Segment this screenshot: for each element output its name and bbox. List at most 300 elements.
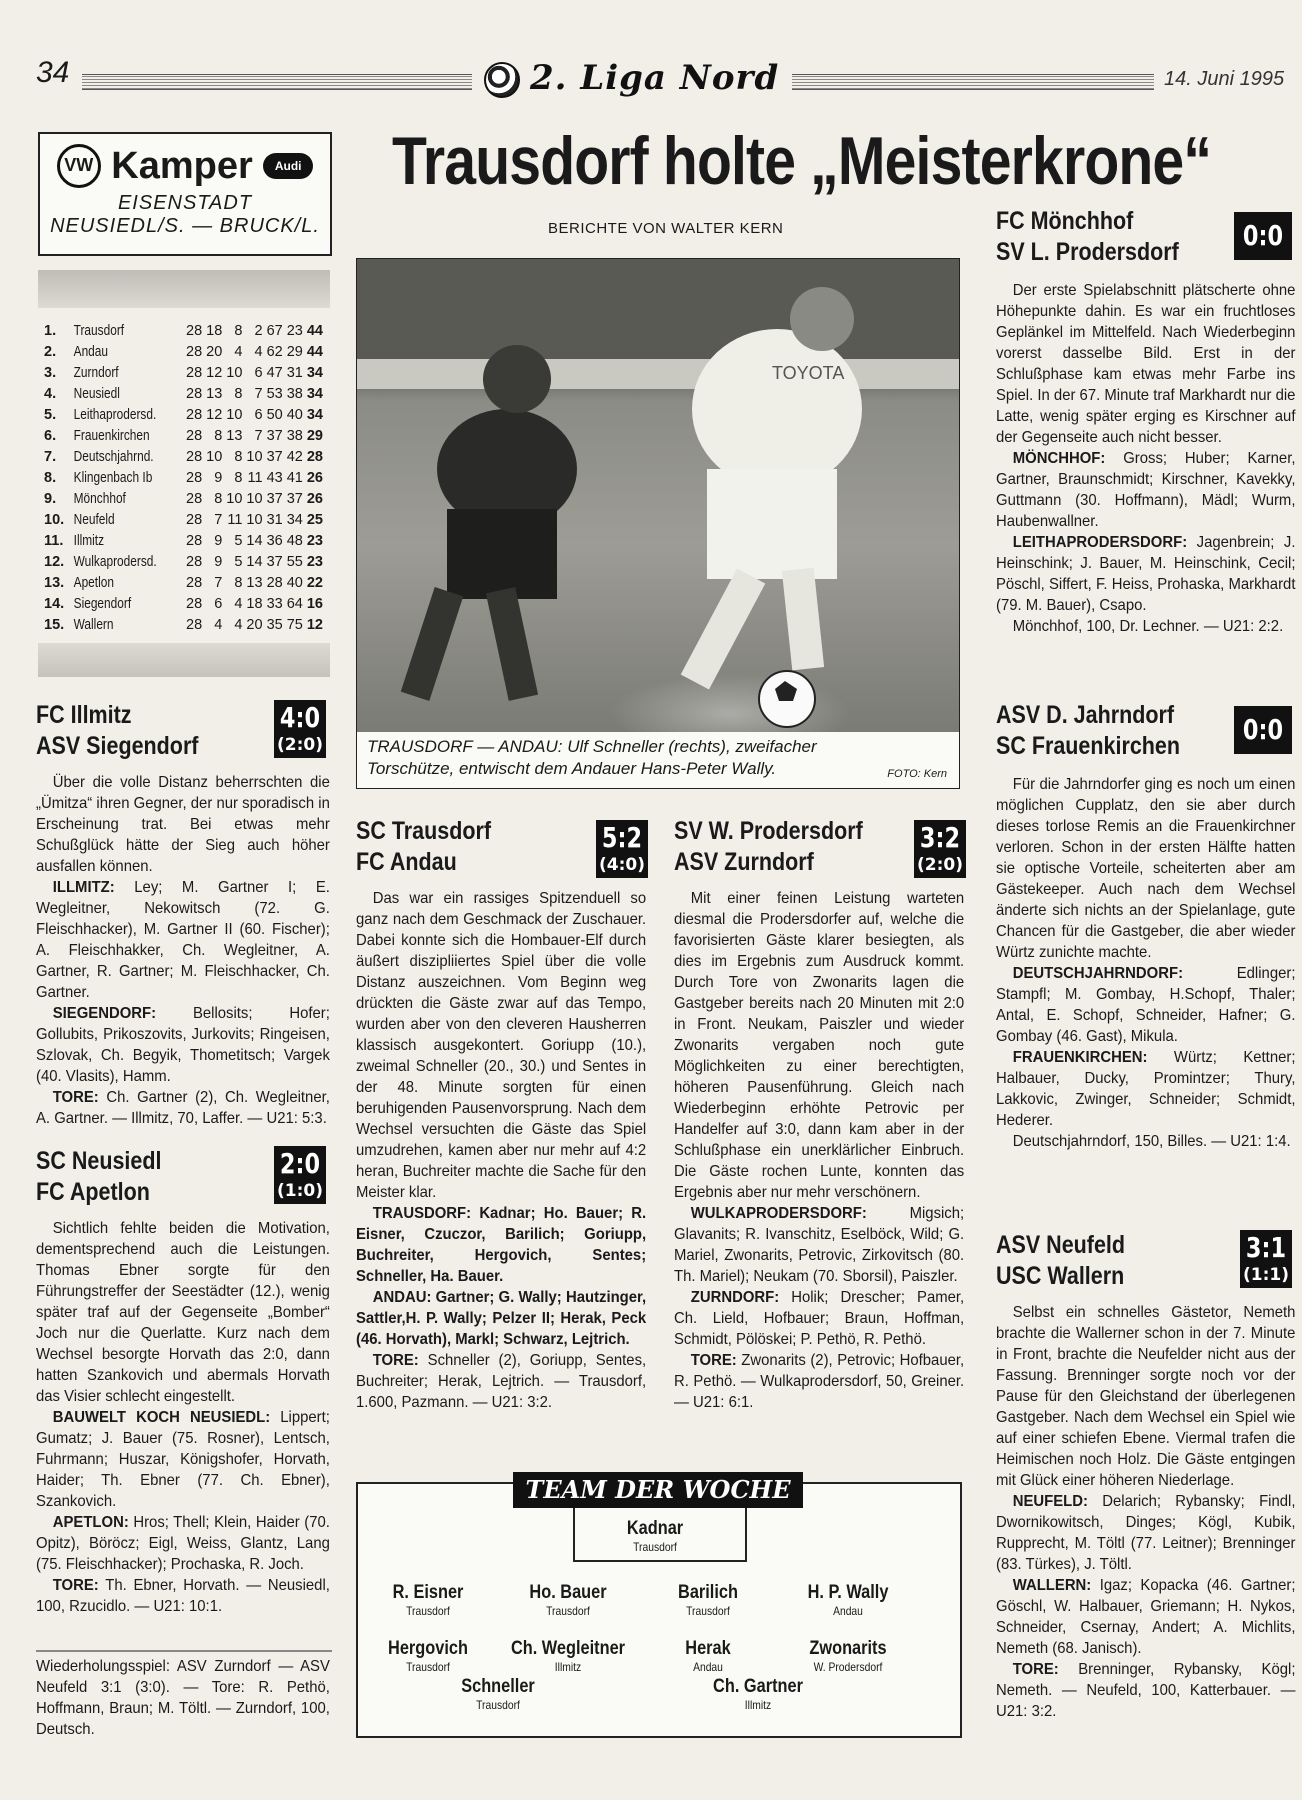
final-score: 0:0 [1242,713,1284,746]
standings-w: 9 [214,553,223,570]
match-report [36,1218,330,1617]
standings-ga: 40 [286,574,303,591]
replay-note-box [36,1650,332,1740]
lineup-text: Ley; M. Gartner I; E. Wegleitner, Nekowitsch (72. G. Fleischhacker), M. Gartner II (60. Fischer); A. Fleischhakker, Ch. Wegleitner, A. Gartner, R. Gartner; M. Fleischhacker, Ch. Gartner. [36,879,330,1001]
audi-logo-icon: Audi [263,153,313,179]
standings-pts: 34 [306,364,323,381]
player-name: H. P. Wally [807,1582,889,1603]
standings-l: 10 [246,448,263,465]
player-club: Illmitz [554,1660,582,1674]
lineup-label: FRAUENKIRCHEN: [1012,1049,1148,1066]
lineup-text: Igaz; Kopacka (46. Gartner; Göschl, W. Halbauer, Griemann; H. Nykos, Schneider, Csernay, Andert; A. Michlits, Nemeth (68. Janisch). [996,1577,1296,1657]
standings-ga: 48 [286,532,303,549]
home-team: SV W. Prodersdorf [674,817,863,845]
lineup-label: WULKAPRODERSDORF: [690,1205,867,1222]
standings-row [42,593,325,614]
match-report [996,774,1295,1152]
standings-rank: 11. [44,532,64,549]
standings-row [42,530,325,551]
player-club: Trausdorf [476,1698,520,1712]
player-club: Trausdorf [406,1660,450,1674]
standings-header-bar [38,270,330,308]
standings-gf: 62 [266,343,283,360]
standings-ga: 38 [286,427,303,444]
lineup-label: BAUWELT KOCH NEUSIEDL: [52,1409,271,1426]
score-badge [1234,706,1292,754]
standings-pts: 34 [306,406,323,423]
match-report [674,888,964,1413]
halftime-score: (1:1) [1243,1265,1289,1285]
standings-l: 13 [246,574,263,591]
halftime-score: (2:0) [917,855,963,875]
lineup-text: Edlinger; Stampfl; M. Gombay, H.Schopf, Thaler; Antal, E. Schopf, Schneider, Hafner; G. Gombay (46. Gast), Mikula. [996,965,1296,1045]
player-name: Ch. Wegleitner [510,1638,626,1659]
player-club: Trausdorf [686,1604,730,1618]
standings-rank: 9. [44,490,57,507]
lineup-label: APETLON: [52,1514,129,1531]
standings-d: 4 [234,343,243,360]
standings-pts: 29 [306,427,323,444]
score-badge [274,1146,326,1204]
standings-row [42,362,325,383]
lineup-label: ZURNDORF: [690,1289,780,1306]
player-name: Barilich [678,1582,738,1603]
team-player [638,1582,778,1618]
standings-gp: 28 [186,553,203,570]
standings-team: Klingenbach Ib [73,469,153,486]
away-team: SV L. Prodersdorf [996,238,1179,266]
standings-d: 8 [234,448,243,465]
standings-pts: 23 [306,532,323,549]
home-team: SC Trausdorf [356,817,492,845]
photo-credit: FOTO: Kern [887,768,947,780]
headline: Trausdorf holte „Meisterkrone“ [392,123,1212,199]
lineup-text: Gartner; G. Wally; Hautzinger, Sattler,H. P. Wally; Pelzer II; Herak, Peck (46. Horvath), Markl; Schwarz, Lejtrich. [356,1289,647,1348]
player-name: Ch. Gartner [713,1676,803,1697]
player-name: Kadnar [626,1518,684,1539]
standings-rank: 12. [44,553,65,570]
match-report [996,280,1295,637]
standings-l: 14 [246,553,263,570]
player-name: Ho. Bauer [529,1582,607,1603]
player-club: Andau [693,1660,723,1674]
standings-team: Neufeld [73,511,115,528]
standings-gf: 28 [266,574,283,591]
report-text: Für die Jahrndorfer ging es noch um einen möglichen Cupplatz, den sie aber durch dieses torlose Remis an die Frauenkirchner verloren. Schon in der ersten Hälfte hatten sie optische Vorteile, scheiterten aber am Gästekeeper. Auch nach dem Wechsel änderte sich nichts an der Spielanlage, gute Chancen für die Gastgeber, die aber wieder Würtz zunichte machte. [996,776,1296,961]
standings-team: Andau [73,343,109,360]
standings-gp: 28 [186,427,203,444]
standings-ga: 29 [286,343,303,360]
goals-text: Brenninger, Rybansky, Kögl; Nemeth. — Neufeld, 100, Katterbauer. — U21: 3:2. [996,1661,1296,1720]
match-report [996,1302,1295,1722]
standings-d: 8 [234,574,243,591]
team-player [778,1582,918,1618]
standings-rank: 3. [44,364,57,381]
standings-row [42,425,325,446]
standings-d: 4 [234,616,243,633]
team-of-week-title: TEAM DER WOCHE [513,1472,803,1508]
lineup-text: Würtz; Kettner; Halbauer, Ducky, Promintzer; Thury, Lakkovic, Zwinger, Schneider; Schmidt, Hederer. [996,1049,1296,1129]
standings-ga: 38 [286,385,303,402]
away-team: USC Wallern [996,1262,1125,1290]
standings-w: 20 [206,343,223,360]
standings-l: 20 [246,616,263,633]
lineup-label: LEITHAPRODERSDORF: [1012,534,1188,551]
standings-ga: 34 [286,511,303,528]
home-team: ASV Neufeld [996,1231,1126,1259]
standings-ga: 31 [286,364,303,381]
standings-team: Mönchhof [73,490,126,507]
standings-gp: 28 [186,511,203,528]
lineup-text: Hros; Thell; Klein, Haider (70. Opitz), Böröcz; Eigl, Weiss, Glantz, Lang (75. Fleischhacker); Prochaska, R. Joch. [36,1514,330,1573]
final-score: 3:1 [1245,1231,1287,1264]
standings-d: 10 [226,406,243,423]
match-neufeld [996,1230,1296,1722]
away-team: ASV Zurndorf [674,848,814,876]
standings-gf: 47 [266,364,283,381]
standings-pts: 34 [306,385,323,402]
match-trausdorf [356,816,648,1413]
player-club: Illmitz [744,1698,772,1712]
standings-ga: 40 [286,406,303,423]
standings-gf: 31 [266,511,283,528]
player-club: Trausdorf [406,1604,450,1618]
standings-l: 10 [246,511,263,528]
report-text: Der erste Spielabschnitt plätscherte ohne Höhepunkte dahin. Es war ein fruchtloses Geplänkel im Mittelfeld. Nach Wiederbeginn vorerst dasselbe Bild. Erst in der Schlußphase kam etwas mehr Farbe ins Spiel. In der 67. Minute traf Markhardt nur die Latte, wenig später erging es Kirschner auf der Gegenseite auch nicht besser. [996,282,1296,446]
home-team: FC Illmitz [36,701,132,729]
standings-l: 4 [254,343,263,360]
match-prodersdorf [674,816,966,1413]
standings-row [42,509,325,530]
ad-line-1: EISENSTADT [117,192,253,214]
standings-rank: 8. [44,469,57,486]
standings-gf: 36 [266,532,283,549]
section-title: 2. Liga Nord [530,58,780,98]
standings-gp: 28 [186,343,203,360]
team-of-the-week [356,1475,962,1738]
standings-ga: 42 [286,448,303,465]
standings-d: 10 [226,490,243,507]
team-player [688,1676,828,1712]
standings-gp: 28 [186,322,203,339]
standings-pts: 26 [306,490,323,507]
score-badge [914,820,966,878]
goals-text: Schneller (2), Goriupp, Sentes, Buchreiter; Herak, Lejtrich. — Trausdorf, 1.600, Pazmann. — U21: 3:2. [356,1352,647,1411]
lineup-text: Lippert; Gumatz; J. Bauer (75. Rosner), Lentsch, Fuhrmann; Huszar, Königshofer, Horvath, Haider; Th. Ebner (77. Ch. Ebner), Szankovich. [36,1409,330,1510]
standings-team: Siegendorf [73,595,132,612]
home-team: FC Mönchhof [996,207,1134,235]
standings-gf: 50 [266,406,283,423]
away-team: ASV Siegendorf [36,732,199,760]
standings-row [42,614,325,635]
lineup-text: Jagenbrein; J. Heinschink; J. Bauer, M. Heinschink, Cecil; Pöschl, Siffert, F. Heiss, Prohaska, Markhardt (79. M. Bauer), Csapo. [996,534,1296,614]
byline: BERICHTE VON WALTER KERN [548,220,784,237]
lineup-label: WALLERN: [1012,1577,1092,1594]
standings-team: Trausdorf [73,322,125,339]
standings-rank: 15. [44,616,65,633]
player-club: Trausdorf [633,1540,677,1554]
standings-rank: 10. [44,511,65,528]
standings-table [42,320,325,635]
standings-d: 8 [234,469,243,486]
standings-w: 9 [214,469,223,486]
standings-gf: 35 [266,616,283,633]
photo-caption: TRAUSDORF — ANDAU: Ulf Schneller (rechts), zweifacher Torschütze, entwischt dem Andauer Hans-Peter Wally. [367,737,817,778]
standings-pts: 22 [306,574,323,591]
vw-logo-icon: VW [57,144,101,188]
team-player [358,1638,498,1674]
standings-row [42,488,325,509]
standings-pts: 12 [306,616,323,633]
standings-pts: 26 [306,469,323,486]
report-text: Das war ein rassiges Spitzenduell so ganz nach dem Geschmack der Zuschauer. Dabei konnte sich die Hombauer-Elf durch äußert diszipliiertes Spiel über die volle Distanz auszeichnen. Vom Beginn weg drückten die Gäste zwar auf das Tempo, wurden aber von den cleveren Hausherren klassisch ausgekontert. Goriupp (10.), zweimal Schneller (20., 30.) und Sentes in der 48. Minute sorgten für einen beruhigenden Pausenvorsprung. Nach dem Wechsel versuchten die Gäste das Spiel umzudrehen, kamen aber nur mehr auf 4:2 heran, Buchreiter machte die Sache für den Meister klar. [356,890,647,1201]
standings-rank: 6. [44,427,57,444]
standings-gf: 43 [266,469,283,486]
standings-box [38,270,330,677]
standings-team: Frauenkirchen [73,427,150,444]
final-score: 0:0 [1242,219,1284,252]
standings-gp: 28 [186,406,203,423]
standings-w: 8 [214,427,223,444]
match-info: Mönchhof, 100, Dr. Lechner. — U21: 2:2. [1012,618,1284,635]
lineup-text: Kadnar; Ho. Bauer; R. Eisner, Czuczor, Barilich; Goriupp, Buchreiter, Hergovich, Sentes; Schneller, Ha. Bauer. [356,1205,647,1285]
standings-footer-bar [38,643,330,677]
final-score: 4:0 [279,701,321,734]
standings-ga: 41 [286,469,303,486]
standings-row [42,572,325,593]
standings-ga: 37 [286,490,303,507]
standings-w: 10 [206,448,223,465]
standings-pts: 44 [306,322,323,339]
team-player [358,1582,498,1618]
standings-rank: 14. [44,595,65,612]
goals-text: Ch. Gartner (2), Ch. Wegleitner, A. Gartner. — Illmitz, 70, Laffer. — U21: 5:3. [36,1089,330,1127]
lineup-label: ANDAU: [372,1289,432,1306]
goals-label: TORE: [52,1577,99,1594]
report-text: Selbst ein schnelles Gästetor, Nemeth brachte die Wallerner schon in der 7. Minute in Front, brachte die Neufelder nicht aus der Fassung. Brenninger sorgte noch vor der Pause für den Gleichstand der überlegenen Gastgeber. Nach dem Wechsel ein Spiel wie auf einer schiefen Ebene. Viermal trafen die Heimischen noch Holz. Die Gäste entgingen mit Glück einer höheren Niederlage. [996,1304,1296,1489]
standings-gf: 37 [266,448,283,465]
lineup-label: NEUFELD: [1012,1493,1088,1510]
standings-rank: 7. [44,448,57,465]
player-name: Zwonarits [809,1638,887,1659]
team-player [585,1518,725,1554]
lineup-text: Delarich; Rybansky; Findl, Dwornikowitsch, Dinges; Kögl, Kubik, Rupprecht, M. Töltl (77. Leitner); Brenninger (83. Türkes), J. Töltl. [996,1493,1296,1573]
standings-w: 13 [206,385,223,402]
score-badge [596,820,648,878]
standings-w: 12 [206,364,223,381]
match-report [36,772,330,1129]
team-player [778,1638,918,1674]
away-team: FC Andau [356,848,457,876]
lineup-text: Migsich; Glavanits; R. Ivanschitz, Eselböck, Wild; G. Mariel, Zwonarits, Petrovic, Zirkovitsch (80. Th. Mariel); Neukam (70. Sborsil), Paiszler. [674,1205,965,1285]
lineup-text: Holik; Drescher; Pamer, Ch. Lield, Hofbauer; Braun, Hoffman, Schmidt, Pölöskei; P. Pethö, R. Pethö. [674,1289,965,1348]
standings-pts: 23 [306,553,323,570]
report-text: Über die volle Distanz beherrschten die „Ümitza“ ihren Gegner, der nur sporadisch in Erscheinung trat. Bei etwas mehr Schußglück hätte der Sieg auch höher ausfallen können. [36,774,330,875]
goals-label: TORE: [690,1352,737,1369]
halftime-score: (1:0) [277,1181,323,1201]
standings-gf: 53 [266,385,283,402]
standings-ga: 64 [286,595,303,612]
final-score: 2:0 [279,1147,321,1180]
standings-w: 6 [214,595,223,612]
ad-line-2: NEUSIEDL/S. — BRUCK/L. [50,215,320,237]
standings-row [42,320,325,341]
caption-box [356,732,960,789]
goals-text: Zwonarits (2), Petrovic; Hofbauer, R. Pethö. — Wulkaprodersdorf, 50, Greiner. — U21: 6:1. [674,1352,965,1411]
standings-d: 13 [226,427,243,444]
away-team: SC Frauenkirchen [996,732,1180,760]
goals-text: Th. Ebner, Horvath. — Neusiedl, 100, Rzucidlo. — U21: 10:1. [36,1577,330,1615]
standings-pts: 28 [306,448,323,465]
team-player [638,1638,778,1674]
lineup-label: ILLMITZ: [52,879,115,896]
header-rule-left [82,74,472,90]
standings-l: 14 [246,532,263,549]
standings-team: Neusiedl [73,385,120,402]
standings-d: 8 [234,322,243,339]
standings-ga: 23 [286,322,303,339]
standings-rank: 1. [44,322,57,339]
report-text: Mit einer feinen Leistung warteten diesmal die Prodersdorfer auf, welche die favorisierten Gäste klarer besiegten, als dies im Ergebnis zum Ausdruck kommt. Durch Tore von Zwonarits lagen die Gastgeber bereits nach 20 Minuten mit 2:0 in Front. Neukam, Paiszler und wieder Zwonarits vergaben noch gute Möglichkeiten zu einer berechtigten, höheren Pausenführung. Gleich nach Wiederbeginn erhöhte Petrovic per Handelfer auf 3:0, dann kam aber in der Schlußphase ein unerklärlicher Einbruch. Die Gäste rochen Lunte, konnten das Ergebnis aber nur mehr verschönern. [674,890,965,1201]
standings-l: 6 [254,406,263,423]
standings-gf: 37 [266,427,283,444]
shirt-text: TOYOTA [772,363,845,383]
lineup-label: DEUTSCHJAHRNDORF: [1012,965,1184,982]
lineup-text: Gross; Huber; Karner, Gartner, Braunschmidt; Kirschner, Kavekky, Guttmann (30. Hoffmann), Mädl; Wurm, Haubenwallner. [996,450,1296,530]
replay-note: Wiederholungsspiel: ASV Zurndorf — ASV Neufeld 3:1 (3:0). — Tore: R. Pethö, Hoffmann, Braun; M. Töltl. — Zurndorf, 100, Deutsch. [36,1658,330,1738]
lineup-label: TRAUSDORF: [372,1205,472,1222]
match-moenchhof [996,206,1296,637]
standings-row [42,341,325,362]
match-photo [356,258,960,734]
goals-label: TORE: [52,1089,99,1106]
standings-team: Apetlon [73,574,114,591]
standings-team: Wallern [73,616,114,633]
standings-l: 18 [246,595,263,612]
player-club: W. Prodersdorf [813,1660,883,1674]
player-name: Schneller [461,1676,535,1697]
away-team: FC Apetlon [36,1178,150,1206]
football-icon [484,62,520,98]
standings-pts: 44 [306,343,323,360]
standings-gp: 28 [186,595,203,612]
standings-pts: 16 [306,595,323,612]
standings-rank: 4. [44,385,57,402]
standings-team: Zurndorf [73,364,119,381]
match-neusiedl [36,1146,334,1617]
match-info: Deutschjahrndorf, 150, Billes. — U21: 1:4. [1012,1133,1291,1150]
standings-row [42,551,325,572]
team-player [428,1676,568,1712]
standings-pts: 25 [306,511,323,528]
goals-label: TORE: [1012,1661,1059,1678]
standings-rank: 13. [44,574,65,591]
score-badge [1234,212,1292,260]
standings-gp: 28 [186,385,203,402]
home-team: ASV D. Jahrndorf [996,701,1175,729]
player-name: Hergovich [388,1638,468,1659]
standings-gp: 28 [186,364,203,381]
standings-gp: 28 [186,616,203,633]
standings-l: 10 [246,490,263,507]
match-jahrndorf [996,700,1296,1152]
standings-l: 7 [254,427,263,444]
standings-ga: 55 [286,553,303,570]
standings-gp: 28 [186,574,203,591]
standings-gp: 28 [186,532,203,549]
standings-w: 12 [206,406,223,423]
standings-l: 11 [247,469,263,486]
player-club: Trausdorf [546,1604,590,1618]
standings-w: 7 [214,574,223,591]
standings-row [42,446,325,467]
lineup-text: Bellosits; Hofer; Gollubits, Prikoszovits, Jurkovits; Ringeisen, Szlovak, Ch. Begyik, Thometitsch; Vargek (40. Vlasits), Hamm. [36,1005,330,1085]
standings-l: 6 [254,364,263,381]
match-report [356,888,646,1413]
team-player [498,1582,638,1618]
standings-team: Wulkaprodersd. [73,553,157,570]
player-club: Andau [833,1604,863,1618]
score-badge [274,700,326,758]
standings-w: 18 [206,322,223,339]
player-name: Herak [685,1638,731,1659]
standings-row [42,404,325,425]
standings-d: 11 [227,511,243,528]
goals-label: TORE: [372,1352,419,1369]
ad-brand: Kamper [111,144,253,187]
standings-gp: 28 [186,490,203,507]
page-number: 34 [36,56,70,89]
standings-l: 2 [254,322,263,339]
halftime-score: (2:0) [277,735,323,755]
standings-team: Illmitz [73,532,105,549]
match-illmitz [36,700,334,1129]
standings-gp: 28 [186,469,203,486]
standings-team: Deutschjahrnd. [73,448,154,465]
player-name: R. Eisner [392,1582,464,1603]
standings-d: 5 [234,532,243,549]
standings-d: 8 [234,385,243,402]
standings-gf: 67 [266,322,283,339]
score-badge [1240,1230,1292,1288]
team-player [498,1638,638,1674]
standings-rank: 5. [44,406,57,423]
lineup-label: SIEGENDORF: [52,1005,157,1022]
standings-team: Leithaprodersd. [73,406,157,423]
standings-d: 10 [226,364,243,381]
kamper-ad [38,132,332,256]
standings-w: 7 [214,511,223,528]
standings-gf: 37 [266,490,283,507]
final-score: 5:2 [601,821,643,854]
halftime-score: (4:0) [599,855,645,875]
standings-gf: 37 [266,553,283,570]
players-illustration [357,259,959,733]
standings-d: 5 [234,553,243,570]
lineup-label: MÖNCHHOF: [1012,450,1106,467]
final-score: 3:2 [919,821,961,854]
report-text: Sichtlich fehlte beiden die Motivation, dementsprechend auch die Leistungen. Thomas Ebner sorgte für den Führungstreffer der Seestädter (12.), wenig später traf auf der Gegenseite „Bomber“ Joch nur die Querlatte. Kurz nach dem Wechsel besorgte Horvath das 2:0, dann hatten Szankovich und abermals Horvath das Visier schlecht eingestellt. [36,1220,330,1405]
standings-w: 8 [214,490,223,507]
standings-rank: 2. [44,343,57,360]
home-team: SC Neusiedl [36,1147,162,1175]
standings-d: 4 [234,595,243,612]
standings-w: 9 [214,532,223,549]
standings-w: 4 [214,616,223,633]
standings-gf: 33 [266,595,283,612]
standings-row [42,467,325,488]
header-rule-right [792,74,1154,90]
